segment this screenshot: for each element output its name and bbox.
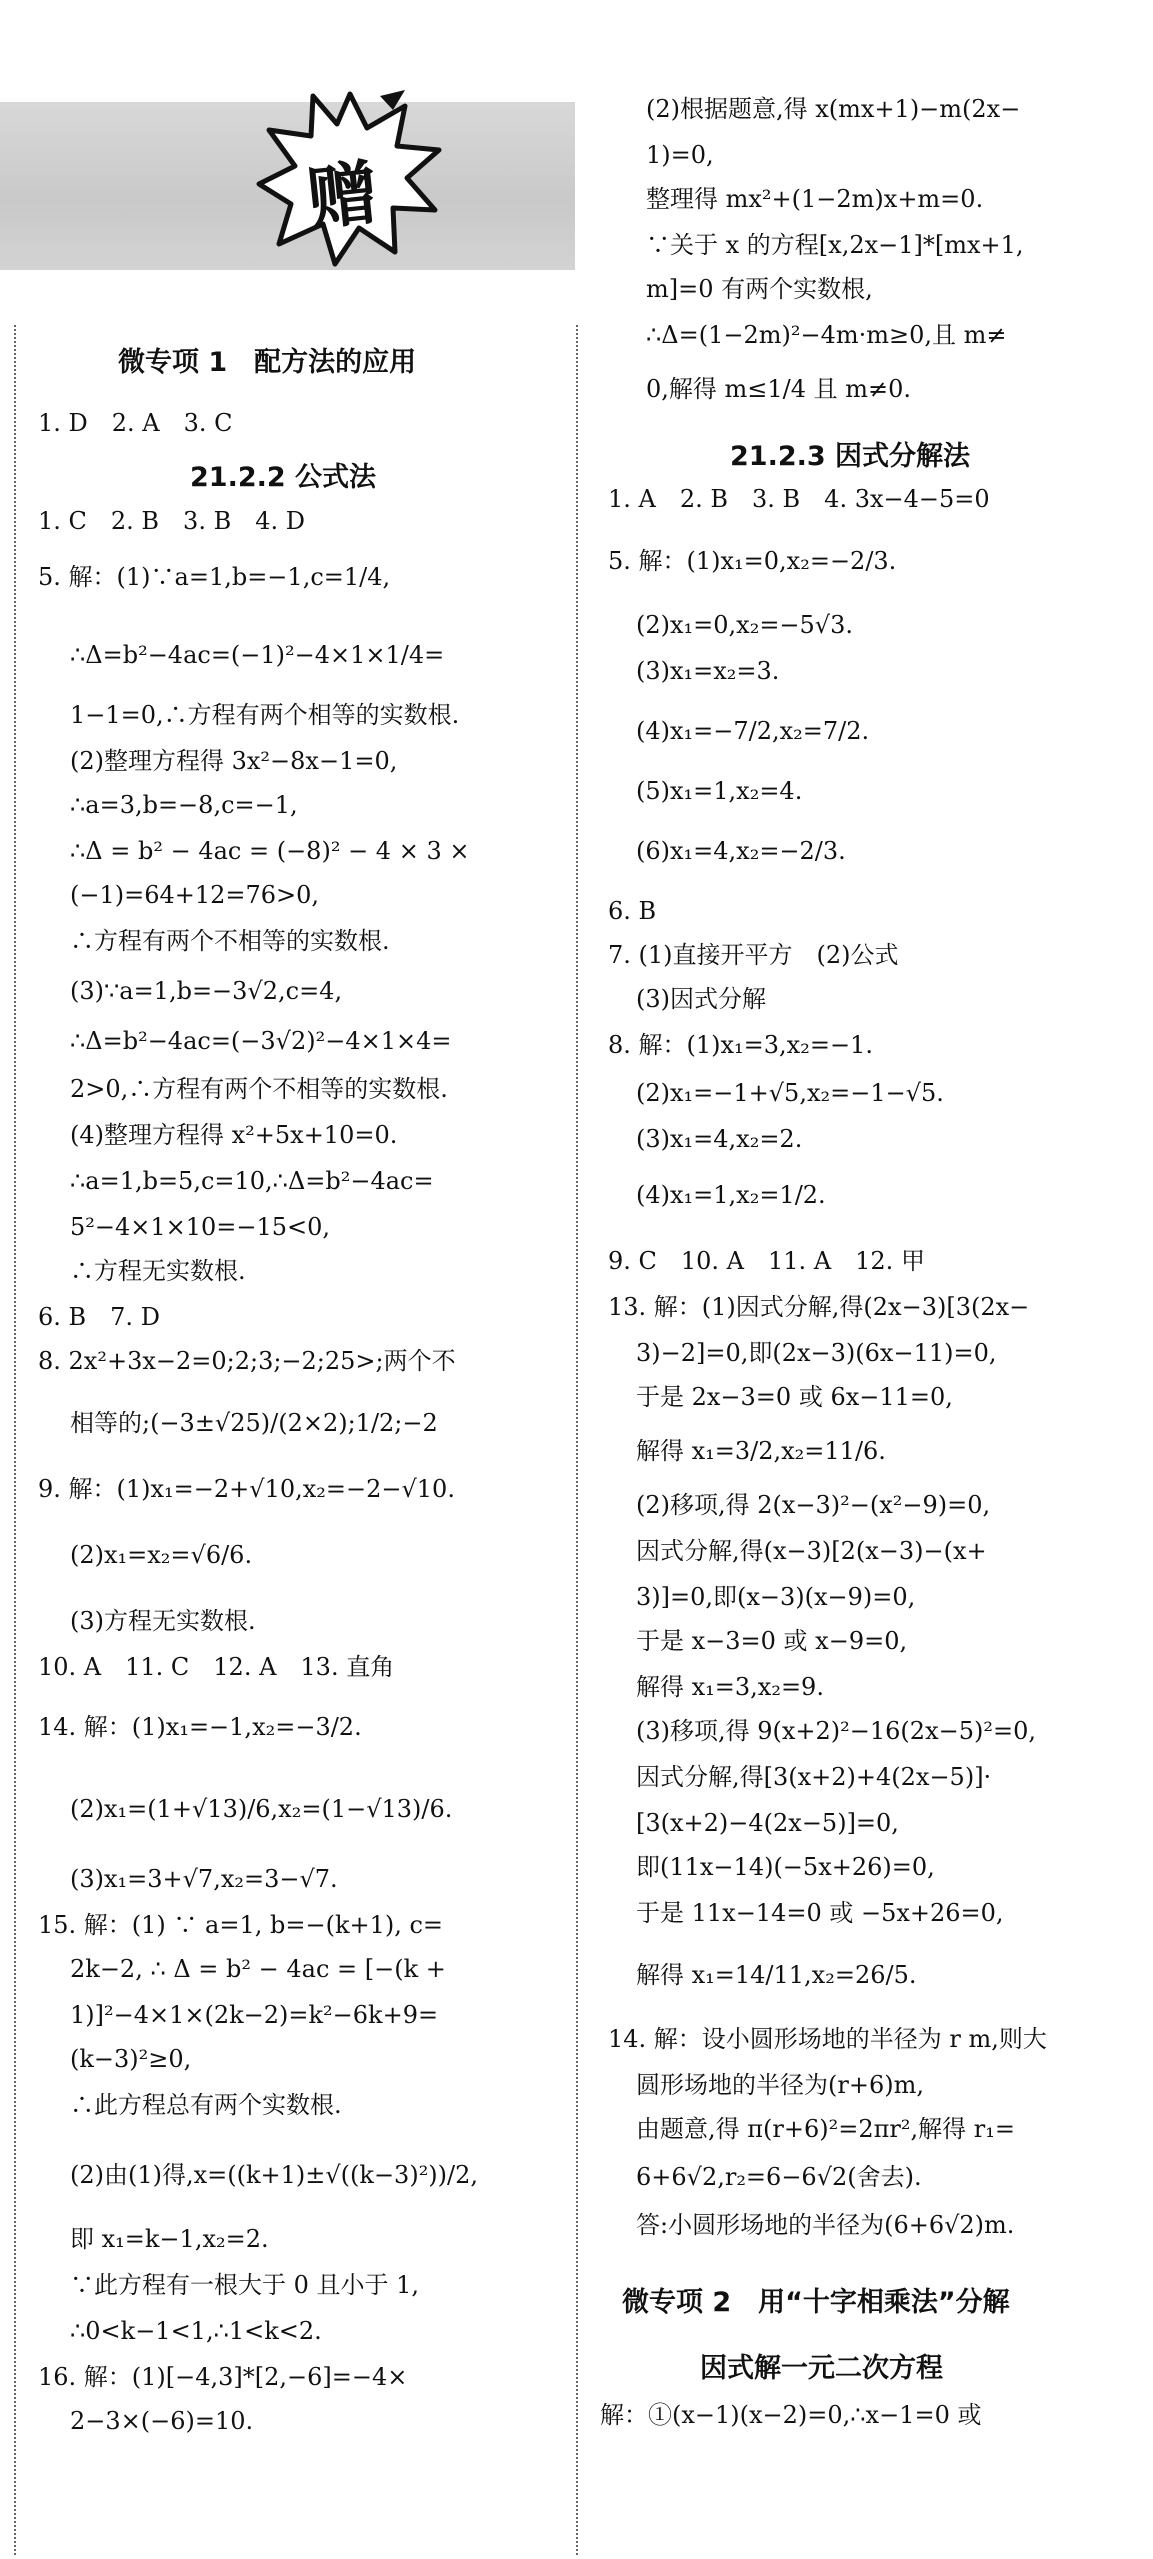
text-line: ∵关于 x 的方程[x,2x−1]*[mx+1, bbox=[646, 231, 1024, 259]
text-line: (3)x₁=3+√7,x₂=3−√7. bbox=[70, 1865, 338, 1893]
text-line: (2)根据题意,得 x(mx+1)−m(2x− bbox=[646, 95, 1021, 123]
text-line: ∴此方程总有两个实数根. bbox=[70, 2091, 342, 2119]
section-title-3: 21.2.3 因式分解法 bbox=[730, 441, 971, 472]
text-line: 1. A 2. B 3. B 4. 3x−4−5=0 bbox=[608, 485, 990, 513]
text-line: m]=0 有两个实数根, bbox=[646, 275, 873, 303]
text-line: 10. A 11. C 12. A 13. 直角 bbox=[38, 1653, 395, 1681]
text-line: (6)x₁=4,x₂=−2/3. bbox=[636, 837, 846, 865]
text-line: 9. C 10. A 11. A 12. 甲 bbox=[608, 1247, 925, 1275]
text-line: (3)x₁=x₂=3. bbox=[636, 657, 780, 685]
text-line: 1)=0, bbox=[646, 141, 714, 169]
text-line: 于是 x−3=0 或 x−9=0, bbox=[636, 1627, 908, 1655]
text-line: 1)]²−4×1×(2k−2)=k²−6k+9= bbox=[70, 2001, 439, 2029]
text-line: 因式分解,得(x−3)[2(x−3)−(x+ bbox=[636, 1537, 987, 1565]
left-border bbox=[14, 325, 16, 2555]
text-line: 9. 解：(1)x₁=−2+√10,x₂=−2−√10. bbox=[38, 1475, 455, 1503]
text-line: 13. 解：(1)因式分解,得(2x−3)[3(2x− bbox=[608, 1293, 1030, 1321]
text-line: (2)x₁=(1+√13)/6,x₂=(1−√13)/6. bbox=[70, 1795, 453, 1823]
text-line: 由题意,得 π(r+6)²=2πr²,解得 r₁= bbox=[636, 2115, 1015, 2143]
text-line: 解得 x₁=3,x₂=9. bbox=[636, 1673, 824, 1701]
text-line: 5. 解：(1)∵a=1,b=−1,c=1/4, bbox=[38, 563, 391, 591]
text-line: 2>0,∴方程有两个不相等的实数根. bbox=[70, 1075, 448, 1103]
text-line: (2)由(1)得,x=((k+1)±√((k−3)²))/2, bbox=[70, 2161, 479, 2189]
text-line: 0,解得 m≤1/4 且 m≠0. bbox=[646, 375, 912, 403]
text-line: 整理得 mx²+(1−2m)x+m=0. bbox=[646, 185, 984, 213]
text-line: 3)−2]=0,即(2x−3)(6x−11)=0, bbox=[636, 1339, 997, 1367]
text-line: (4)x₁=1,x₂=1/2. bbox=[636, 1181, 826, 1209]
text-line: ∴a=1,b=5,c=10,∴Δ=b²−4ac= bbox=[70, 1167, 434, 1195]
text-line: (3)移项,得 9(x+2)²−16(2x−5)²=0, bbox=[636, 1717, 1036, 1745]
text-line: ∴Δ=b²−4ac=(−3√2)²−4×1×4= bbox=[70, 1027, 452, 1055]
text-line: (4)整理方程得 x²+5x+10=0. bbox=[70, 1121, 398, 1149]
text-line: 6. B bbox=[608, 897, 657, 925]
text-line: ∵此方程有一根大于 0 且小于 1, bbox=[70, 2271, 420, 2299]
text-line: 1. C 2. B 3. B 4. D bbox=[38, 507, 305, 535]
text-line: 于是 11x−14=0 或 −5x+26=0, bbox=[636, 1899, 1004, 1927]
text-line: 8. 2x²+3x−2=0;2;3;−2;25>;两个不 bbox=[38, 1347, 456, 1375]
text-line: 6. B 7. D bbox=[38, 1303, 160, 1331]
column-divider bbox=[576, 325, 578, 2555]
text-line: ∴a=3,b=−8,c=−1, bbox=[70, 791, 298, 819]
text-line: 解得 x₁=3/2,x₂=11/6. bbox=[636, 1437, 886, 1465]
section-title-4: 微专项 2 用“十字相乘法”分解 bbox=[622, 2287, 1010, 2318]
text-line: (2)x₁=−1+√5,x₂=−1−√5. bbox=[636, 1079, 944, 1107]
text-line: 8. 解：(1)x₁=3,x₂=−1. bbox=[608, 1031, 873, 1059]
text-line: 14. 解：设小圆形场地的半径为 r m,则大 bbox=[608, 2025, 1047, 2053]
text-line: 圆形场地的半径为(r+6)m, bbox=[636, 2071, 924, 2099]
answers-row: 1. D 2. A 3. C bbox=[38, 409, 233, 437]
text-line: (2)x₁=x₂=√6/6. bbox=[70, 1541, 253, 1569]
text-line: (2)整理方程得 3x²−8x−1=0, bbox=[70, 747, 398, 775]
text-line: 2k−2, ∴ Δ = b² − 4ac = [−(k + bbox=[70, 1955, 446, 1983]
text-line: 5²−4×1×10=−15<0, bbox=[70, 1213, 331, 1241]
text-line: (k−3)²≥0, bbox=[70, 2045, 192, 2073]
text-line: 即 x₁=k−1,x₂=2. bbox=[70, 2225, 269, 2253]
text-line: (3)因式分解 bbox=[636, 985, 766, 1013]
text-line: (2)移项,得 2(x−3)²−(x²−9)=0, bbox=[636, 1491, 991, 1519]
text-line: ∴方程有两个不相等的实数根. bbox=[70, 927, 390, 955]
text-line: (3)x₁=4,x₂=2. bbox=[636, 1125, 803, 1153]
text-line: (2)x₁=0,x₂=−5√3. bbox=[636, 611, 853, 639]
text-line: 于是 2x−3=0 或 6x−11=0, bbox=[636, 1383, 953, 1411]
text-line: (5)x₁=1,x₂=4. bbox=[636, 777, 803, 805]
text-line: [3(x+2)−4(2x−5)]=0, bbox=[636, 1809, 899, 1837]
section-title-2: 21.2.2 公式法 bbox=[190, 462, 377, 493]
text-line: 7. (1)直接开平方 (2)公式 bbox=[608, 941, 899, 969]
gift-label: 赠 bbox=[303, 151, 382, 241]
text-line: (4)x₁=−7/2,x₂=7/2. bbox=[636, 717, 870, 745]
text-line: 1−1=0,∴方程有两个相等的实数根. bbox=[70, 701, 460, 729]
text-line: 答:小圆形场地的半径为(6+6√2)m. bbox=[636, 2211, 1015, 2239]
text-line: 15. 解：(1) ∵ a=1, b=−(k+1), c= bbox=[38, 1911, 444, 1939]
section-subtitle-4: 因式解一元二次方程 bbox=[700, 2353, 943, 2384]
text-line: (3)方程无实数根. bbox=[70, 1607, 256, 1635]
text-line: 相等的;(−3±√25)/(2×2);1/2;−2 bbox=[70, 1409, 438, 1437]
text-line: (−1)=64+12=76>0, bbox=[70, 881, 320, 909]
text-line: ∴0<k−1<1,∴1<k<2. bbox=[70, 2317, 322, 2345]
text-line: 解：①(x−1)(x−2)=0,∴x−1=0 或 bbox=[600, 2401, 982, 2429]
text-line: 2−3×(−6)=10. bbox=[70, 2407, 254, 2435]
text-line: ∴Δ=(1−2m)²−4m·m≥0,且 m≠ bbox=[646, 321, 1007, 349]
text-line: ∴Δ = b² − 4ac = (−8)² − 4 × 3 × bbox=[70, 837, 470, 865]
text-line: 16. 解：(1)[−4,3]*[2,−6]=−4× bbox=[38, 2363, 408, 2391]
text-line: 14. 解：(1)x₁=−1,x₂=−3/2. bbox=[38, 1713, 362, 1741]
text-line: 解得 x₁=14/11,x₂=26/5. bbox=[636, 1961, 917, 1989]
text-line: 5. 解：(1)x₁=0,x₂=−2/3. bbox=[608, 547, 897, 575]
text-line: 即(11x−14)(−5x+26)=0, bbox=[636, 1853, 935, 1881]
text-line: (3)∵a=1,b=−3√2,c=4, bbox=[70, 977, 343, 1005]
text-line: 6+6√2,r₂=6−6√2(舍去). bbox=[636, 2163, 922, 2191]
text-line: 因式分解,得[3(x+2)+4(2x−5)]· bbox=[636, 1763, 992, 1791]
text-line: ∴方程无实数根. bbox=[70, 1257, 246, 1285]
text-line: ∴Δ=b²−4ac=(−1)²−4×1×1/4= bbox=[70, 641, 445, 669]
text-line: 3)]=0,即(x−3)(x−9)=0, bbox=[636, 1583, 916, 1611]
section-title-1: 微专项 1 配方法的应用 bbox=[118, 347, 417, 378]
